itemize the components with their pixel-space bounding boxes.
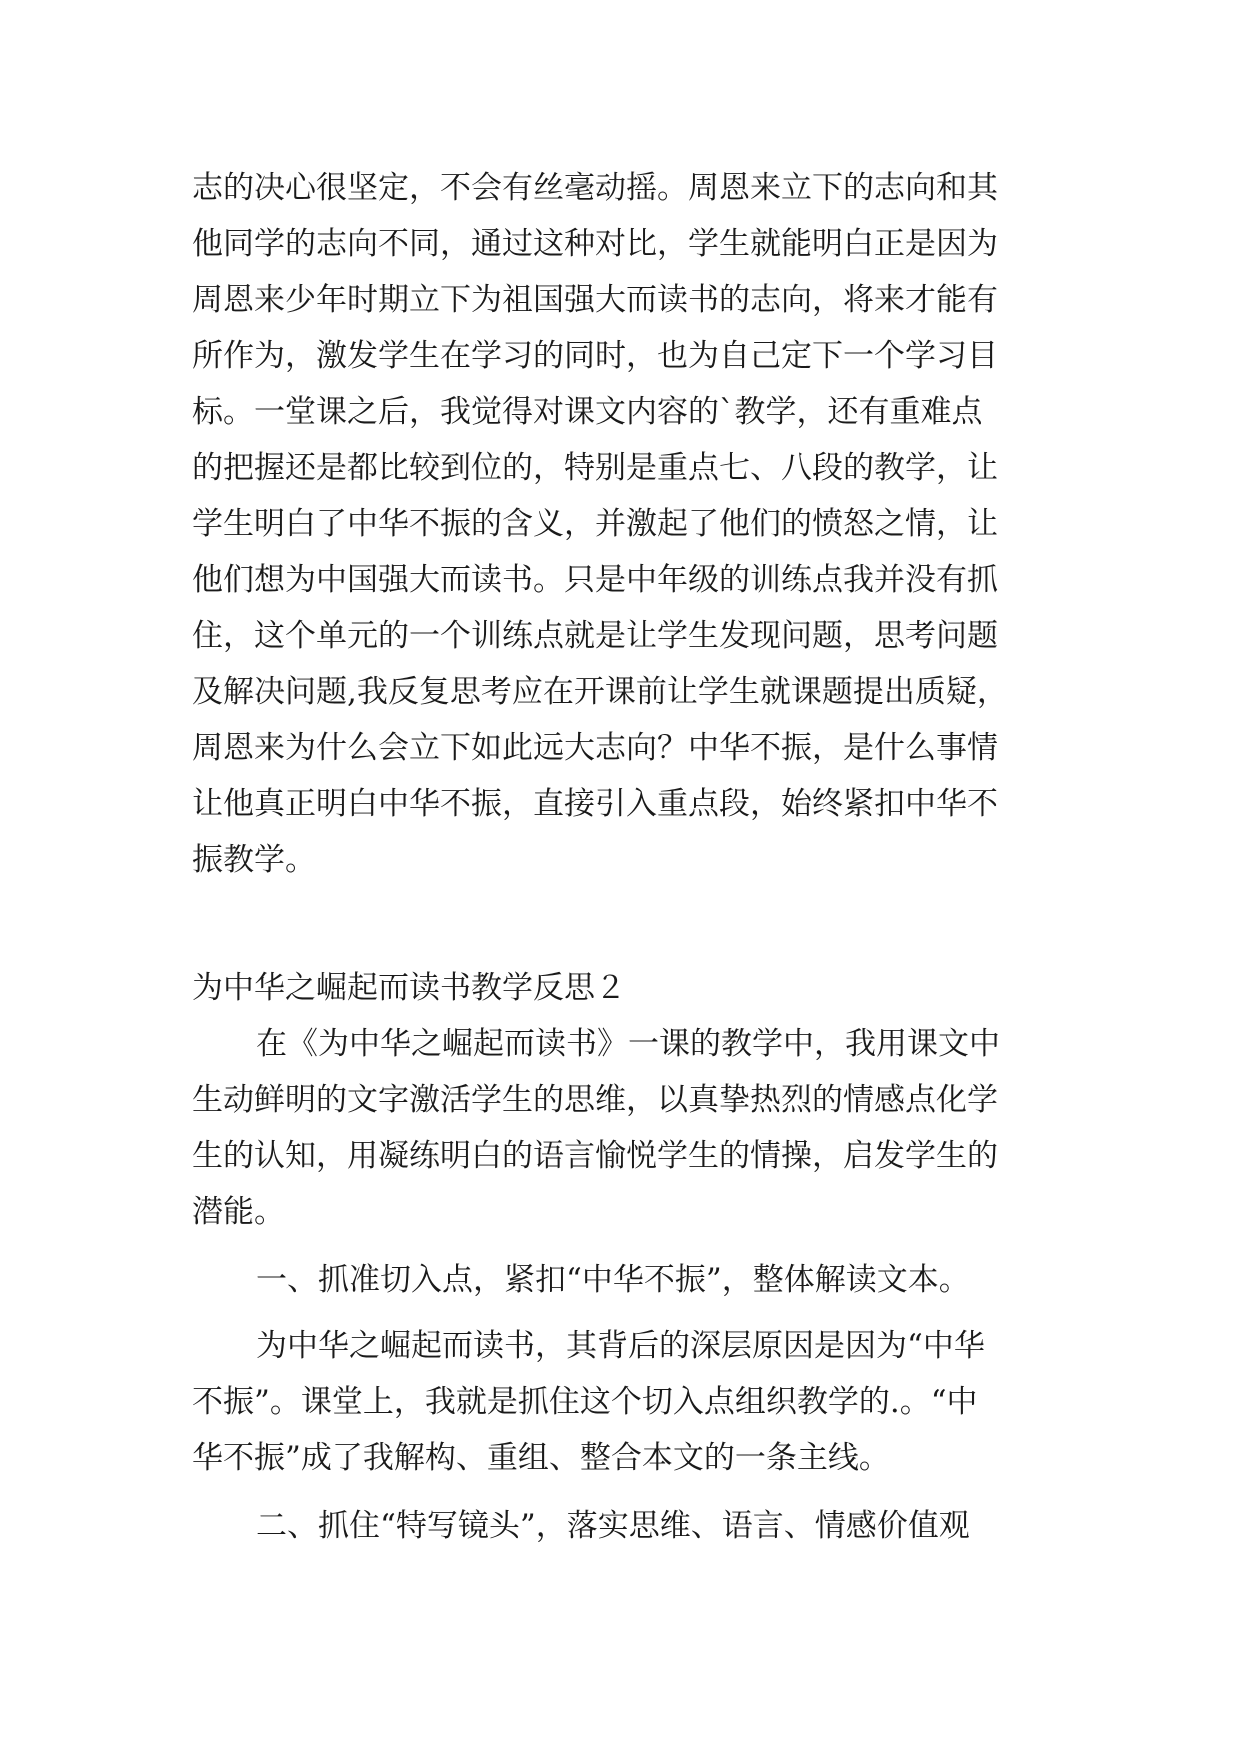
paragraph-line: 为中华之崛起而读书，其背后的深层原因是因为“中华 <box>256 1328 985 1364</box>
paragraph-line: 他同学的志向不同，通过这种对比，学生就能明白正是因为 <box>192 226 998 262</box>
paragraph-line: 标。一堂课之后，我觉得对课文内容的`教学，还有重难点 <box>192 394 983 430</box>
paragraph-line: 潜能。 <box>192 1194 285 1230</box>
paragraph-line: 的把握还是都比较到位的，特别是重点七、八段的教学，让 <box>192 450 998 486</box>
paragraph-line: 二、抓住“特写镜头”，落实思维、语言、情感价值观 <box>256 1508 970 1544</box>
paragraph-line: 振教学。 <box>192 842 316 878</box>
paragraph-line: 不振”。课堂上，我就是抓住这个切入点组织教学的.。“中 <box>192 1384 978 1420</box>
paragraph-line: 及解决问题,我反复思考应在开课前让学生就课题提出质疑， <box>192 674 1008 710</box>
paragraph-line: 生的认知，用凝练明白的语言愉悦学生的情操，启发学生的 <box>192 1138 998 1174</box>
section-title: 为中华之崛起而读书教学反思２ <box>192 970 626 1006</box>
paragraph-line: 学生明白了中华不振的含义，并激起了他们的愤怒之情，让 <box>192 506 998 542</box>
paragraph-line: 华不振”成了我解构、重组、整合本文的一条主线。 <box>192 1440 890 1476</box>
paragraph-line: 他们想为中国强大而读书。只是中年级的训练点我并没有抓 <box>192 562 998 598</box>
paragraph-line: 一、抓准切入点，紧扣“中华不振”，整体解读文本。 <box>256 1262 970 1298</box>
paragraph-line: 生动鲜明的文字激活学生的思维，以真挚热烈的情感点化学 <box>192 1082 998 1118</box>
paragraph-line: 在《为中华之崛起而读书》一课的教学中，我用课文中 <box>256 1026 1000 1062</box>
paragraph-line: 志的决心很坚定，不会有丝毫动摇。周恩来立下的志向和其 <box>192 170 998 206</box>
paragraph-line: 让他真正明白中华不振，直接引入重点段，始终紧扣中华不 <box>192 786 998 822</box>
paragraph-line: 住，这个单元的一个训练点就是让学生发现问题，思考问题 <box>192 618 998 654</box>
paragraph-line: 周恩来少年时期立下为祖国强大而读书的志向，将来才能有 <box>192 282 998 318</box>
paragraph-line: 周恩来为什么会立下如此远大志向？中华不振，是什么事情 <box>192 730 998 766</box>
paragraph-line: 所作为，激发学生在学习的同时，也为自己定下一个学习目 <box>192 338 998 374</box>
